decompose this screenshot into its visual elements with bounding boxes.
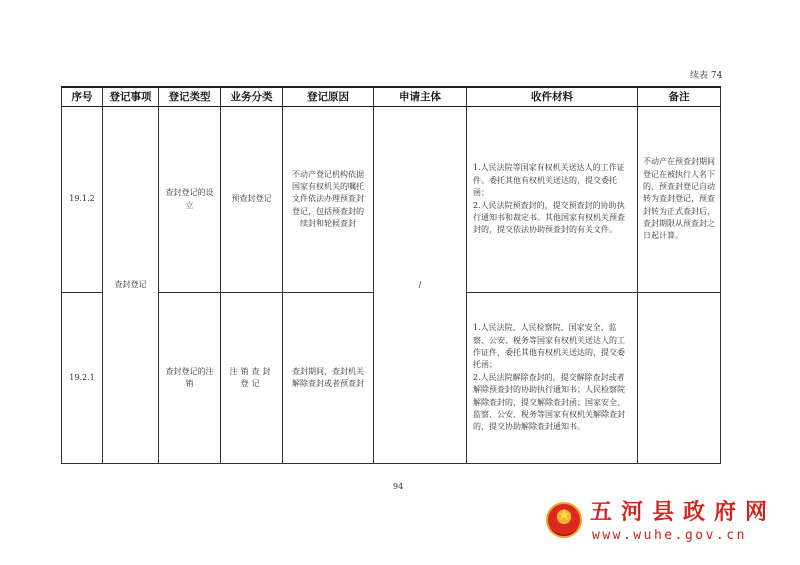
row-reason <box>283 107 374 293</box>
row-item-text: 查封登记 <box>114 279 147 289</box>
row-note <box>638 293 721 464</box>
row-note-text: 不动产在预查封期间登记在被执行人名下的，预查封登记自动转为查封登记，预查封转为正式查封后，查封期限从预查封之日起计算。 <box>643 157 715 241</box>
row-applicant-text: / <box>418 279 422 289</box>
row-materials <box>467 293 638 464</box>
row-reason-text: 查封期间，查封机关解除查封或者预查封 <box>292 366 364 388</box>
header-item: 登记事项 <box>103 87 159 107</box>
row-number: 19.1.2 <box>62 107 103 293</box>
header-note: 备注 <box>638 87 721 107</box>
header-number: 序号 <box>62 87 103 107</box>
row-note <box>638 107 721 293</box>
row-type-text: 查封登记的设立 <box>165 188 214 210</box>
table-header-row <box>62 87 721 107</box>
row-category <box>221 293 283 464</box>
table-row <box>62 107 721 293</box>
row-type <box>159 293 221 464</box>
national-emblem-icon: ★ <box>546 502 582 538</box>
row-type-text: 查封登记的注销 <box>165 366 214 388</box>
header-materials: 收件材料 <box>467 87 638 107</box>
row-reason-text: 不动产登记机构依据国家有权机关的嘱托文件依法办理预查封登记，包括预查封的续封和轮候查封 <box>292 169 364 229</box>
row-category-text: 注销查封登记 <box>229 366 274 388</box>
header-applicant: 申请主体 <box>374 87 467 107</box>
row-materials-line: 2.人民法院解除查封的，提交解除查封或者解除预查封的协助执行通知书；人民检察院解除查封的，提交解除查封函；国家安全、监察、公安、税务等国家有权机关解除查封的，提交协助解除查封通知书。 <box>473 372 625 432</box>
page-number: 94 <box>393 482 404 491</box>
row-materials-line: 1.人民法院等国家有权机关送达人的工作证件。委托其他有权机关送达的，提交委托函； <box>473 163 625 198</box>
registration-table <box>61 86 721 464</box>
row-type <box>159 107 221 293</box>
row-category-text: 预查封登记 <box>231 194 272 204</box>
site-url: www.wuhe.gov.cn <box>592 528 747 543</box>
row-category <box>221 107 283 293</box>
site-name: 五河县政府网 <box>590 500 777 525</box>
site-watermark <box>546 500 796 545</box>
row-materials <box>467 107 638 293</box>
header-type: 登记类型 <box>159 87 221 107</box>
row-number: 19.2.1 <box>62 293 103 464</box>
row-applicant <box>374 107 467 464</box>
continued-table-label: 续表 74 <box>690 71 723 81</box>
header-reason: 登记原因 <box>283 87 374 107</box>
header-category: 业务分类 <box>221 87 283 107</box>
row-materials-line: 1.人民法院、人民检察院、国家安全、监察、公安、税务等国家有权机关送达人的工作证件，委托其他有权机关送达的，提交委托函； <box>473 323 625 370</box>
row-item <box>103 107 159 464</box>
row-reason <box>283 293 374 464</box>
row-materials-line: 2.人民法院预查封的，提交预查封的协助执行通知书和裁定书。其他国家有权机关预查封的，提交依法协助预查封的有关文件。 <box>473 200 625 235</box>
